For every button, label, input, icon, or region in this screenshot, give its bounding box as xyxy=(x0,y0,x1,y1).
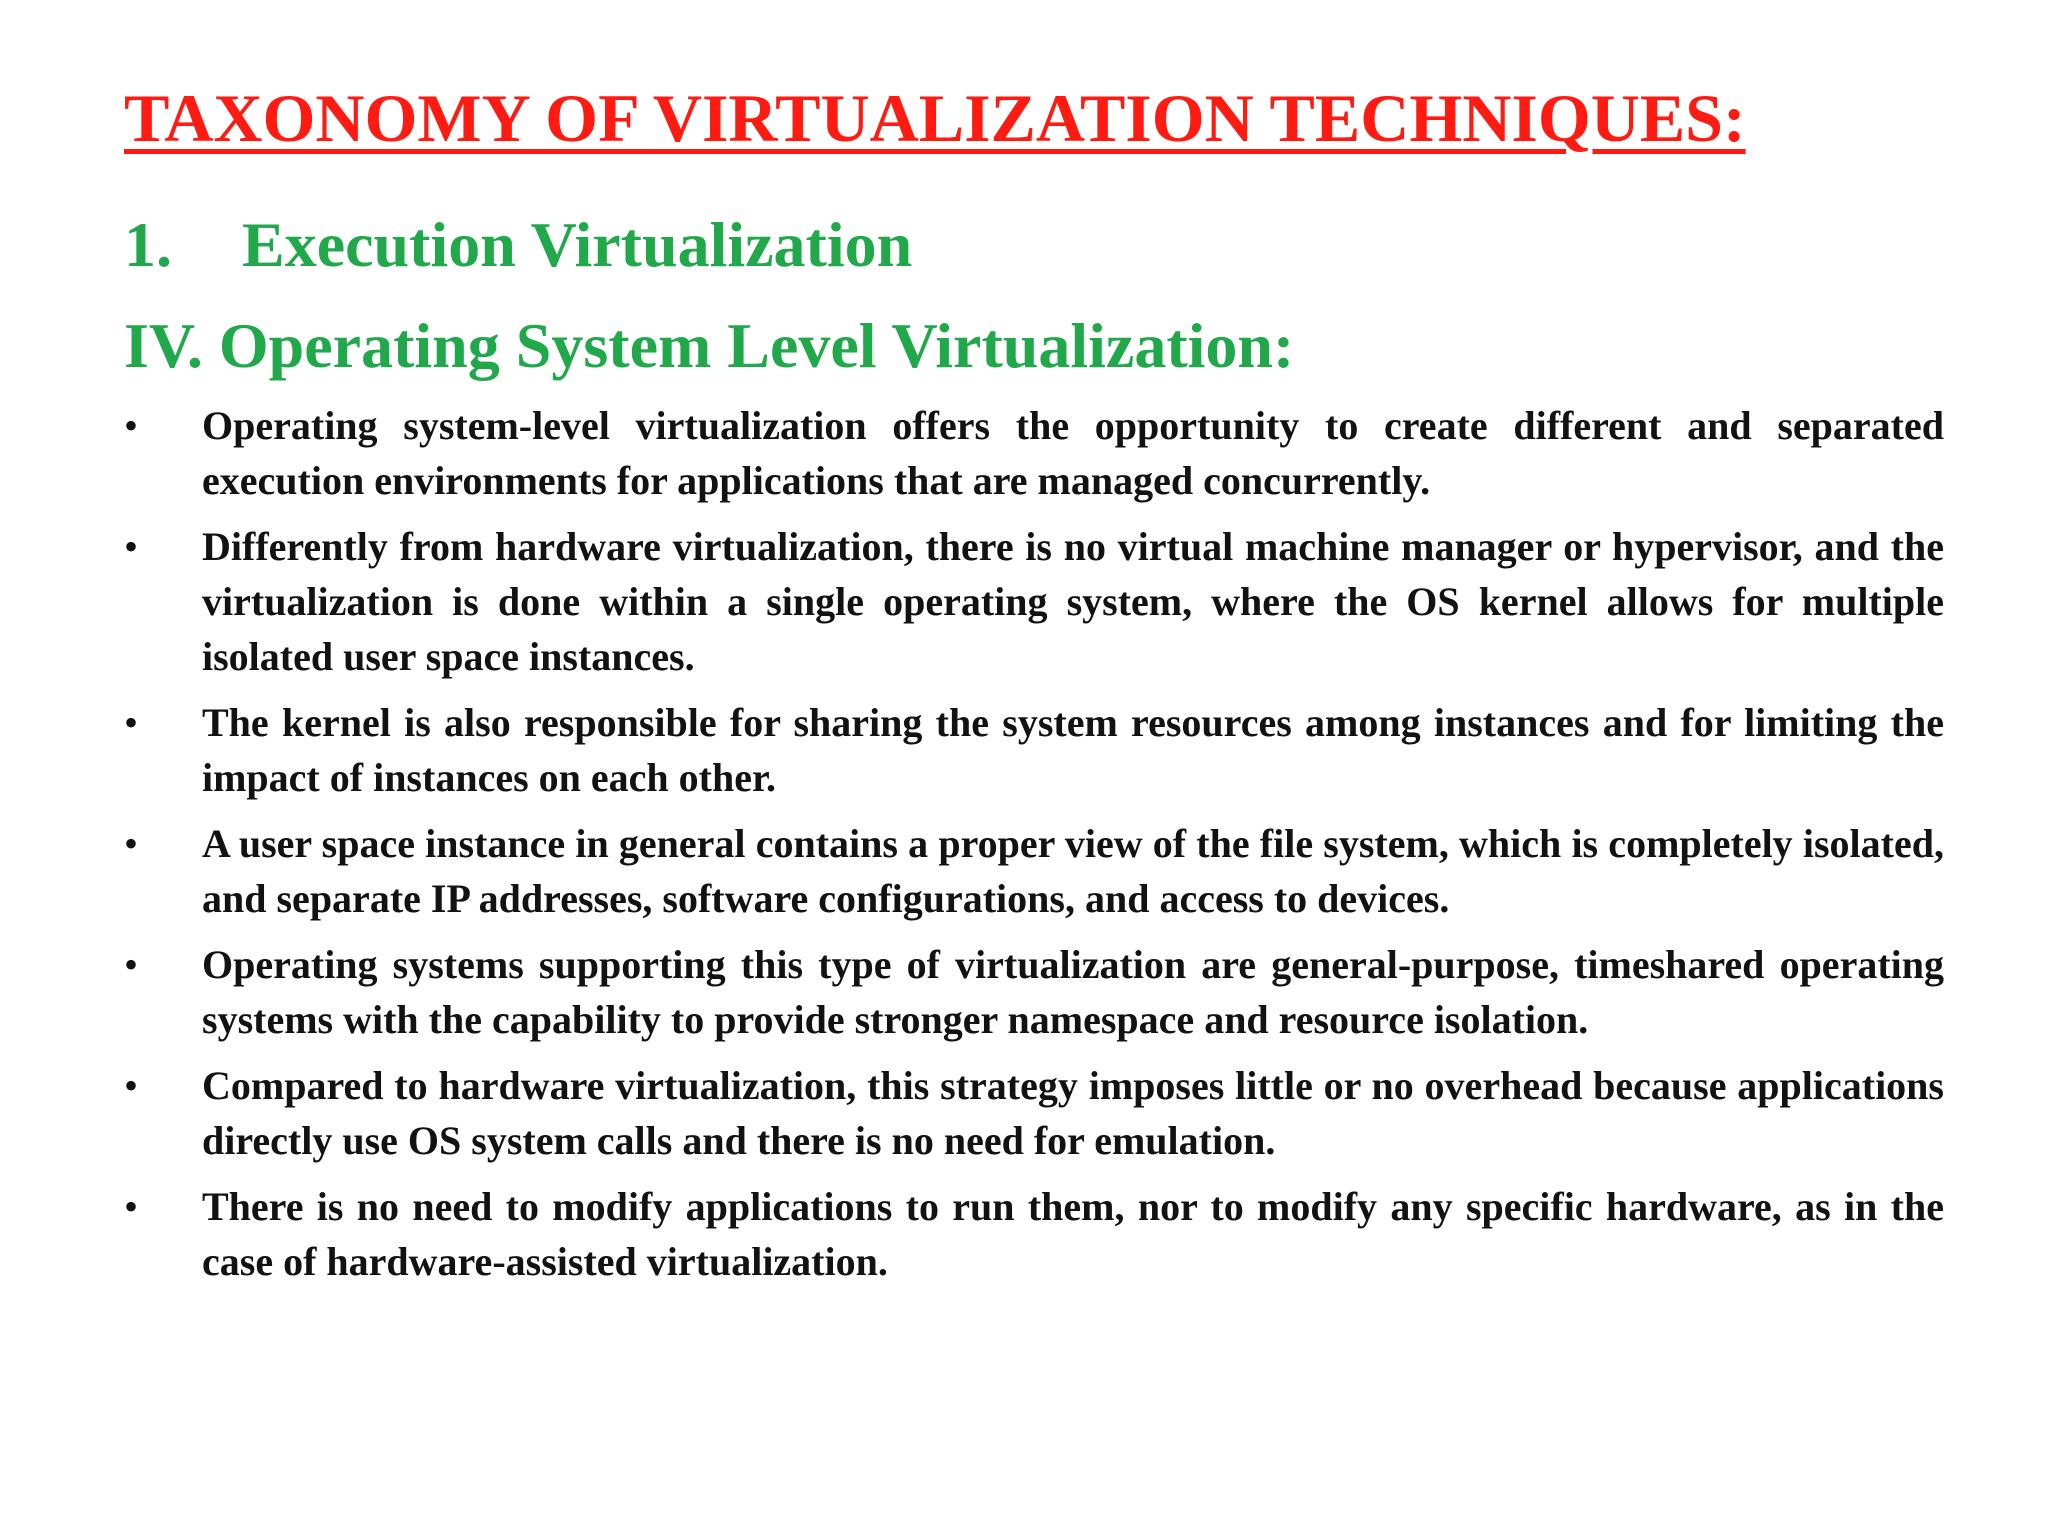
bullet-item xyxy=(124,816,1944,926)
section-label: Execution Virtualization xyxy=(242,209,913,280)
bullet-item xyxy=(124,1179,1944,1289)
section-number: 1. xyxy=(124,209,172,280)
slide-title: TAXONOMY OF VIRTUALIZATION TECHNIQUES: xyxy=(124,80,1746,156)
bullet-icon: • xyxy=(124,1063,139,1108)
bullet-text: Differently from hardware virtualization, there is no virtual machine manager or hypervisor, and the virtualization is done within a single operating system, where the OS kernel allows for multiple isolated user space instances. xyxy=(202,524,1944,679)
bullet-item xyxy=(124,519,1944,684)
subsection-heading: IV. Operating System Level Virtualization: xyxy=(124,310,1295,381)
bullet-icon: • xyxy=(124,700,139,745)
bullet-icon: • xyxy=(124,524,139,569)
bullet-icon: • xyxy=(124,1184,139,1229)
section-heading xyxy=(124,205,912,285)
bullet-text: The kernel is also responsible for sharing the system resources among instances and for limiting the impact of instances on each other. xyxy=(202,700,1944,800)
bullet-icon: • xyxy=(124,942,139,987)
bullet-text: Compared to hardware virtualization, this strategy imposes little or no overhead because applications directly use OS system calls and there is no need for emulation. xyxy=(202,1063,1944,1163)
bullet-item xyxy=(124,937,1944,1047)
bullet-text: Operating systems supporting this type of virtualization are general-purpose, timeshared operating systems with the capability to provide stronger namespace and resource isolation. xyxy=(202,942,1944,1042)
bullet-item xyxy=(124,695,1944,805)
bullet-icon: • xyxy=(124,403,139,448)
bullet-icon: • xyxy=(124,821,139,866)
bullet-text: There is no need to modify applications to run them, nor to modify any specific hardware, as in the case of hardware-assisted virtualization. xyxy=(202,1184,1944,1284)
bullet-item xyxy=(124,398,1944,508)
bullet-item xyxy=(124,1058,1944,1168)
bullet-text: A user space instance in general contains a proper view of the file system, which is completely isolated, and separate IP addresses, software configurations, and access to devices. xyxy=(202,821,1944,921)
bullet-list xyxy=(124,398,1944,1300)
bullet-text: Operating system-level virtualization offers the opportunity to create different and separated execution environments for applications that are managed concurrently. xyxy=(202,403,1944,503)
